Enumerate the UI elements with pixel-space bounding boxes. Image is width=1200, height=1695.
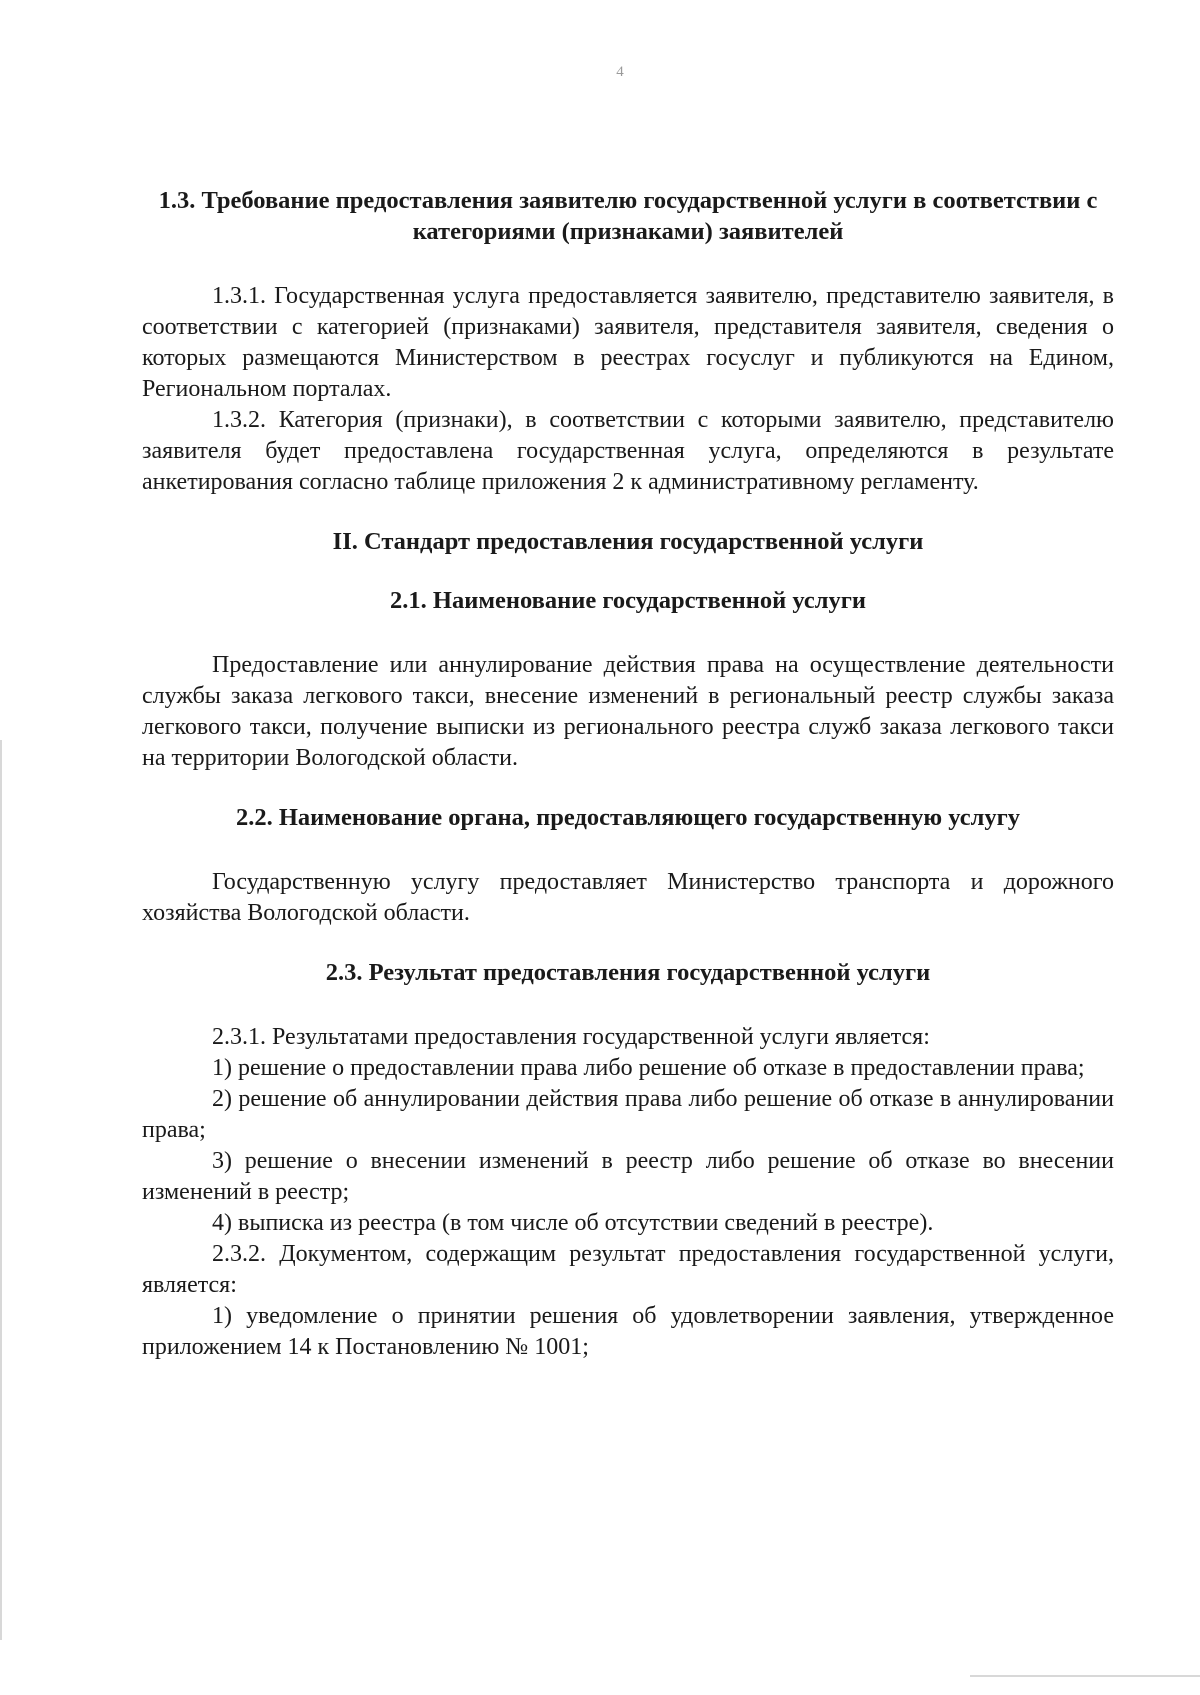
paragraph-1-3-1: 1.3.1. Государственная услуга предоставляется заявителю, представителю заявителя, в соответствии с категорией (признаками) заявителя, представителя заявителя, сведения о которых размещаются Министерством в реестрах госуслуг и публикуются на Едином, Региональном порталах. xyxy=(142,283,1114,402)
paragraph-2-2: Государственную услугу предоставляет Министерство транспорта и дорожного хозяйства Вологодской области. xyxy=(142,869,1114,926)
paragraph-2-1: Предоставление или аннулирование действия права на осуществление деятельности службы заказа легкового такси, внесение изменений в региональный реестр службы заказа легкового такси, получение выписки из регионального реестра служб заказа легкового такси на территории Вологодской области. xyxy=(142,652,1114,771)
document-body xyxy=(142,185,1114,1363)
section-1-3-heading: 1.3. Требование предоставления заявителю государственной услуги в соответствии с категориями (признаками) заявителей xyxy=(158,187,1098,245)
paragraph-2-3-1: 2.3.1. Результатами предоставления государственной услуги является: xyxy=(212,1024,930,1050)
section-2-3-heading: 2.3. Результат предоставления государственной услуги xyxy=(325,959,931,986)
list-item-document-1: 1) уведомление о принятии решения об удовлетворении заявления, утвержденное приложением 14 к Постановлению № 1001; xyxy=(142,1303,1114,1360)
list-item-result-2: 2) решение об аннулировании действия права либо решение об отказе в аннулировании права; xyxy=(142,1086,1114,1143)
scan-edge-bottom xyxy=(970,1675,1200,1677)
page-number: 4 xyxy=(616,64,624,80)
paragraph-1-3-2: 1.3.2. Категория (признаки), в соответствии с которыми заявителю, представителю заявителя будет предоставлена государственная услуга, определяются в результате анкетирования согласно таблице приложения 2 к административному регламенту. xyxy=(142,407,1114,495)
list-item-result-3: 3) решение о внесении изменений в реестр либо решение об отказе во внесении изменений в реестр; xyxy=(142,1148,1114,1205)
list-item-result-1: 1) решение о предоставлении права либо решение об отказе в предоставлении права; xyxy=(212,1055,1085,1081)
scan-edge-left xyxy=(0,740,2,1640)
section-2-2-heading: 2.2. Наименование органа, предоставляющего государственную услугу xyxy=(235,804,1021,831)
paragraph-2-3-2: 2.3.2. Документом, содержащим результат предоставления государственной услуги, является: xyxy=(142,1241,1114,1298)
section-2-heading: II. Стандарт предоставления государственной услуги xyxy=(332,528,924,555)
section-2-1-heading: 2.1. Наименование государственной услуги xyxy=(390,587,866,614)
list-item-result-4: 4) выписка из реестра (в том числе об отсутствии сведений в реестре). xyxy=(212,1210,934,1236)
